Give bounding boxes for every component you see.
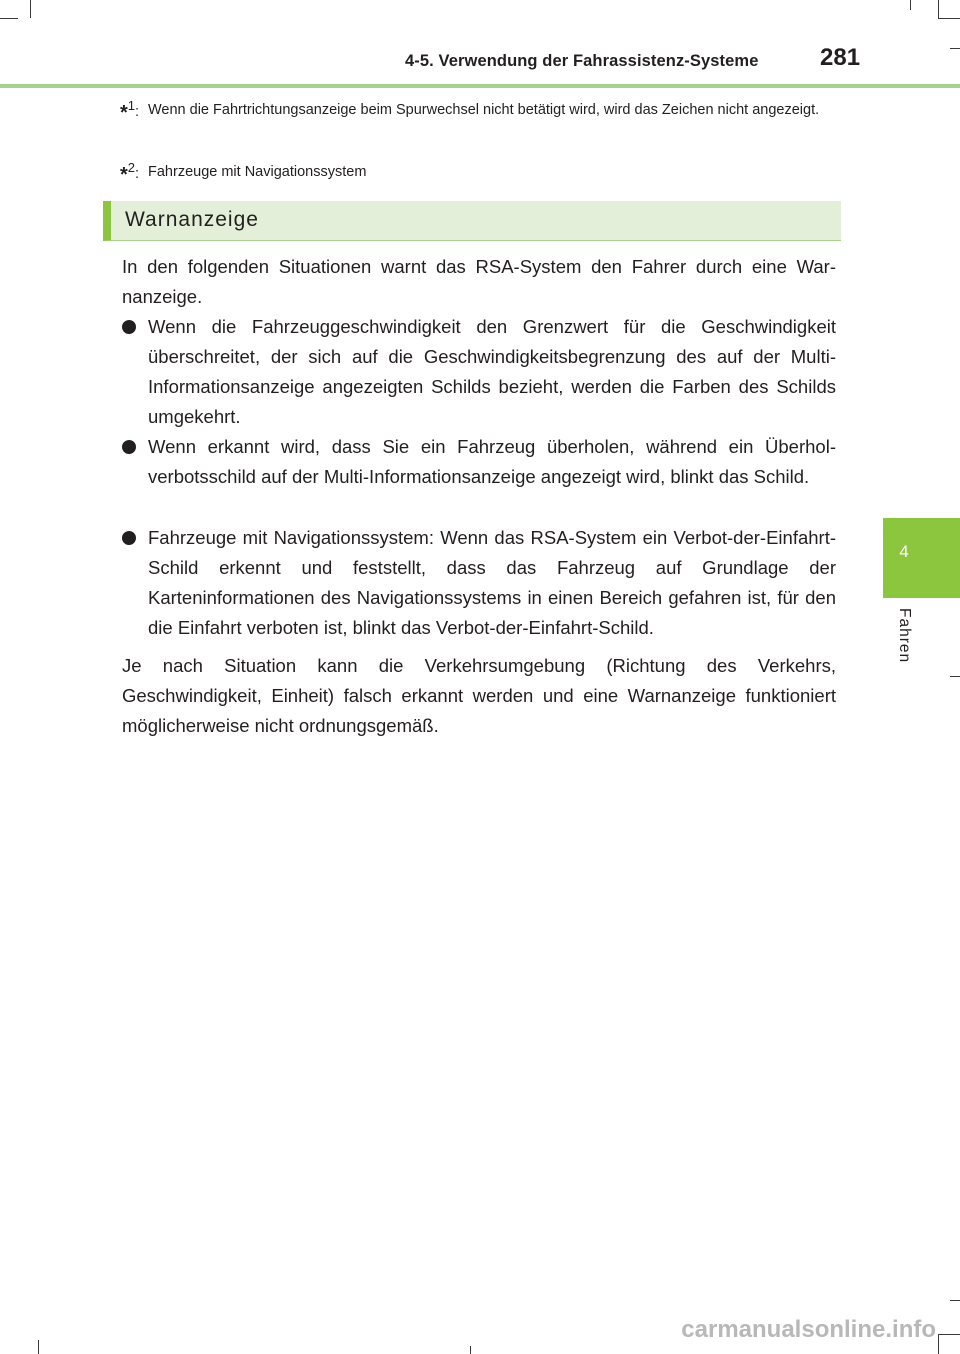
footnote-marker bbox=[120, 98, 148, 125]
list-item bbox=[122, 312, 836, 432]
watermark: carmanualsonline.info bbox=[681, 1316, 936, 1343]
footnote-marker bbox=[120, 160, 148, 187]
bullet-icon bbox=[122, 320, 136, 334]
footnote bbox=[120, 98, 838, 123]
crop-mark bbox=[938, 0, 939, 18]
list-item-text: Wenn erkannt wird, dass Sie ein Fahrzeug überholen, während ein Überholverbotsschild auf der Multi-Informationsanzeige angezeigt wird, blinkt das Schild. bbox=[148, 436, 836, 487]
list-item-text: Wenn die Fahrzeuggeschwindigkeit den Grenzwert für die Geschwindigkeit überschreitet, der sich auf die Geschwindigkeitsbegrenzung des auf der Multi-Informationsanzeige angezeigten Schilds bezieht, werden die Farben des Schilds umgekehrt. bbox=[148, 316, 836, 427]
section-header: 4-5. Verwendung der Fahrassistenz-Systeme bbox=[405, 52, 759, 70]
section-heading-text: Warnanzeige bbox=[125, 208, 259, 231]
footnote-colon: : bbox=[135, 104, 140, 120]
crop-mark bbox=[0, 18, 18, 19]
header-rule bbox=[0, 84, 960, 88]
crop-mark bbox=[910, 0, 911, 10]
footnote-text: Fahrzeuge mit Navigationssystem bbox=[148, 164, 367, 180]
bullet-icon bbox=[122, 531, 136, 545]
crop-mark bbox=[938, 18, 960, 19]
footnote bbox=[120, 160, 838, 185]
footnote-text: Wenn die Fahrtrichtungsanzeige beim Spurwechsel nicht betätigt wird, wird das Zeichen nicht angezeigt. bbox=[148, 102, 820, 118]
list-item bbox=[122, 432, 836, 492]
footnote-number: 1 bbox=[127, 98, 136, 113]
chapter-number: 4 bbox=[899, 542, 909, 561]
crop-mark bbox=[938, 1334, 960, 1335]
crop-mark bbox=[30, 0, 31, 18]
footnote-colon: : bbox=[135, 166, 140, 182]
page-number: 281 bbox=[820, 44, 861, 71]
chapter-label: Fahren bbox=[896, 608, 913, 664]
crop-mark bbox=[38, 1340, 39, 1354]
crop-mark bbox=[938, 1334, 939, 1354]
crop-mark bbox=[950, 1300, 960, 1301]
closing-paragraph: Je nach Situation kann die Verkehrsumgebung (Richtung des Verkehrs, Geschwindigkeit, Einheit) falsch erkannt werden und eine Warnanzeige funktioniert möglicherweise nicht ordnungsgemäß. bbox=[122, 655, 836, 736]
crop-mark bbox=[950, 676, 960, 677]
footnote-star: * bbox=[120, 164, 128, 186]
list-item bbox=[122, 523, 836, 643]
crop-mark bbox=[950, 48, 960, 49]
bullet-icon bbox=[122, 440, 136, 454]
list-item-text: Fahrzeuge mit Navigationssystem: Wenn das RSA-System ein Verbot-der-Einfahrt-Schild erkennt und feststellt, dass das Fahrzeug auf Grundlage der Karteninformationen des Navigationssystems in einen Bereich gefahren ist, für den die Einfahrt verboten ist, blinkt das Verbot-der-Einfahrt-Schild. bbox=[148, 527, 836, 638]
footnote-number: 2 bbox=[127, 160, 136, 175]
intro-paragraph: In den folgenden Situationen warnt das RSA-System den Fahrer durch eine Warnanzeige. bbox=[122, 256, 836, 307]
crop-mark bbox=[470, 1346, 471, 1354]
footnote-star: * bbox=[120, 102, 128, 124]
section-heading bbox=[103, 201, 841, 241]
